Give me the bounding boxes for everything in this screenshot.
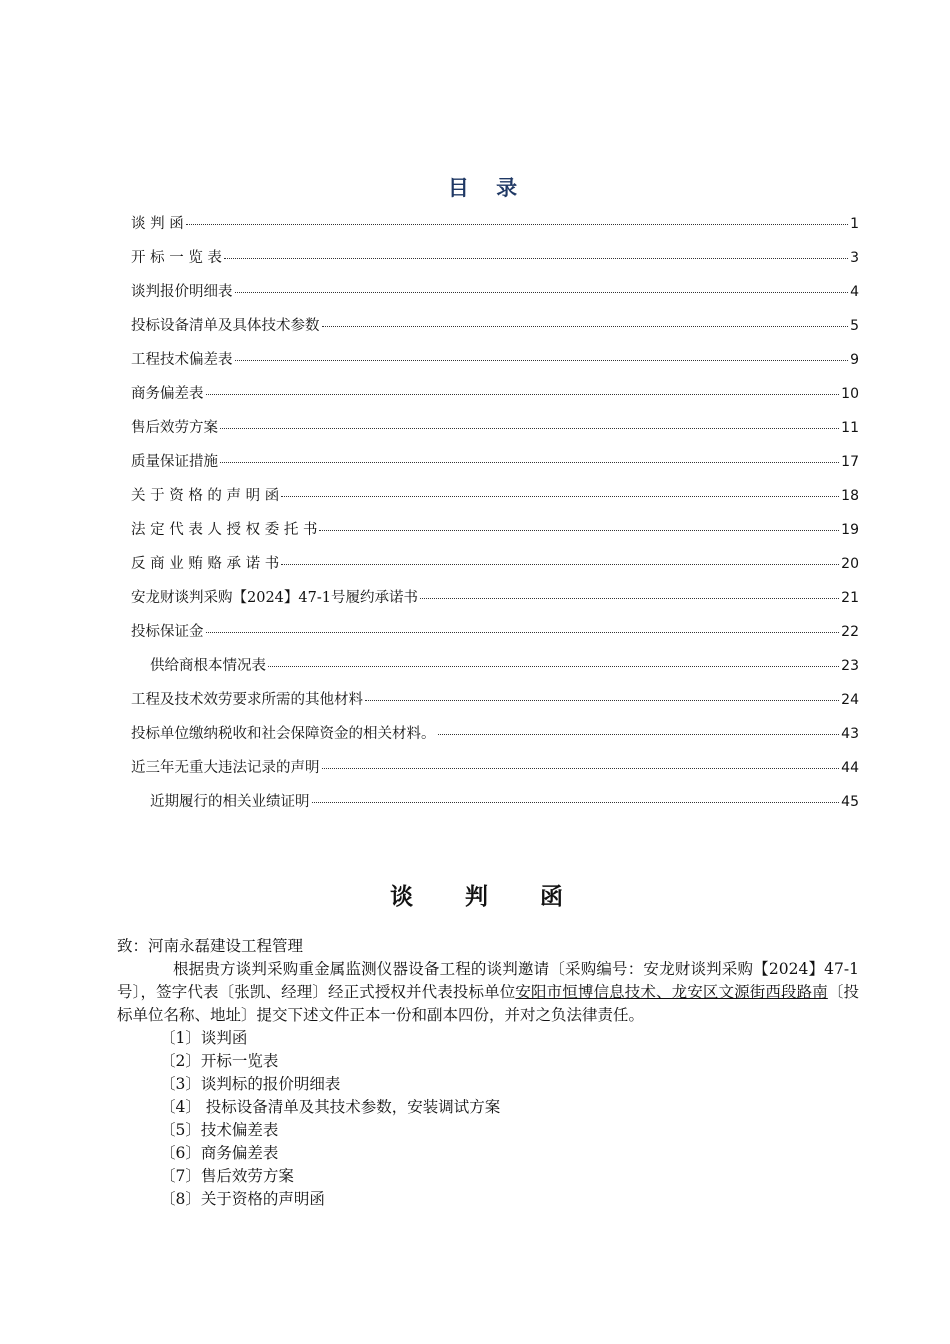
toc-entry-label: 关 于 资 格 的 声 明 函 — [131, 488, 280, 504]
toc-entry-label: 投标设备清单及具体技术参数 — [131, 318, 320, 334]
table-of-contents — [131, 212, 859, 824]
toc-entry-page: 3 — [850, 250, 859, 266]
dot-leader — [312, 802, 840, 803]
dot-leader — [322, 768, 840, 769]
toc-entry-page: 22 — [841, 624, 859, 640]
toc-entry-label: 供给商根本情况表 — [150, 658, 266, 674]
toc-entry-page: 21 — [841, 590, 859, 606]
toc-entry[interactable] — [131, 280, 859, 314]
toc-entry-page: 5 — [850, 318, 859, 334]
toc-entry[interactable] — [131, 450, 859, 484]
toc-entry-label: 谈判报价明细表 — [131, 284, 233, 300]
toc-entry-label: 安龙财谈判采购【2024】47-1号履约承诺书 — [131, 590, 418, 606]
toc-entry[interactable] — [131, 212, 859, 246]
toc-entry-page: 43 — [841, 726, 859, 742]
toc-entry[interactable] — [131, 654, 859, 688]
dot-leader — [206, 394, 840, 395]
letter-body — [117, 935, 859, 1211]
letter-recipient: 致：河南永磊建设工程管理 — [117, 937, 304, 955]
toc-entry-label: 商务偏差表 — [131, 386, 204, 402]
dot-leader — [235, 360, 849, 361]
dot-leader — [186, 224, 848, 225]
toc-entry-label: 谈 判 函 — [131, 216, 184, 232]
list-item: 〔5〕技术偏差表 — [160, 1121, 279, 1139]
list-item: 〔3〕谈判标的报价明细表 — [160, 1075, 341, 1093]
dot-leader — [235, 292, 849, 293]
toc-entry[interactable] — [131, 586, 859, 620]
toc-entry-page: 9 — [850, 352, 859, 368]
bidder-name-address: 安阳市恒博信息技术、龙安区文源街西段路南 — [515, 983, 828, 1001]
toc-entry[interactable] — [131, 382, 859, 416]
toc-entry[interactable] — [131, 552, 859, 586]
list-item: 〔4〕 投标设备清单及其技术参数，安装调试方案 — [160, 1098, 501, 1116]
toc-entry-page: 24 — [841, 692, 859, 708]
toc-entry-label: 工程技术偏差表 — [131, 352, 233, 368]
toc-entry-page: 10 — [841, 386, 859, 402]
toc-entry-page: 1 — [850, 216, 859, 232]
toc-entry[interactable] — [131, 348, 859, 382]
dot-leader — [319, 530, 839, 531]
dot-leader — [281, 496, 839, 497]
toc-entry-page: 18 — [841, 488, 859, 504]
dot-leader — [220, 428, 839, 429]
dot-leader — [322, 326, 849, 327]
toc-entry[interactable] — [131, 790, 859, 824]
dot-leader — [365, 700, 839, 701]
toc-entry-page: 19 — [841, 522, 859, 538]
toc-entry-page: 45 — [841, 794, 859, 810]
toc-entry[interactable] — [131, 688, 859, 722]
toc-entry-label: 投标单位缴纳税收和社会保障资金的相关材料。 — [131, 726, 436, 742]
list-item: 〔7〕售后效劳方案 — [160, 1167, 294, 1185]
toc-entry-label: 近期履行的相关业绩证明 — [150, 794, 310, 810]
letter-paragraph — [117, 958, 859, 1027]
toc-entry[interactable] — [131, 484, 859, 518]
toc-entry-label: 法 定 代 表 人 授 权 委 托 书 — [131, 522, 318, 538]
dot-leader — [438, 734, 840, 735]
paragraph-text: 根据贵方谈判采购重金属监测仪器设备工程的谈判邀请〔采购编号：安龙财谈判采购【2024】47-1号〕，签字代表〔张凯、经理〕经正式授权并代表投标单位 — [117, 960, 859, 1001]
dot-leader — [224, 258, 848, 259]
toc-entry-page: 11 — [841, 420, 859, 436]
section-title: 谈 判 函 — [389, 883, 585, 910]
dot-leader — [281, 564, 839, 565]
paragraph-text: 〔投标单位名称、地址〕提交下述文件正本一份和副本四份，并对之负法律责任。 — [117, 983, 859, 1024]
toc-entry[interactable] — [131, 416, 859, 450]
list-item: 〔6〕商务偏差表 — [160, 1144, 279, 1162]
toc-entry-page: 23 — [841, 658, 859, 674]
toc-entry-page: 44 — [841, 760, 859, 776]
toc-entry-label: 质量保证措施 — [131, 454, 218, 470]
toc-entry-page: 4 — [850, 284, 859, 300]
toc-entry[interactable] — [131, 314, 859, 348]
toc-entry-label: 投标保证金 — [131, 624, 204, 640]
toc-title: 目 录 — [447, 175, 528, 200]
dot-leader — [220, 462, 839, 463]
list-item: 〔1〕谈判函 — [160, 1029, 248, 1047]
toc-entry[interactable] — [131, 246, 859, 280]
toc-entry[interactable] — [131, 722, 859, 756]
toc-entry[interactable] — [131, 518, 859, 552]
toc-entry-label: 售后效劳方案 — [131, 420, 218, 436]
toc-entry[interactable] — [131, 756, 859, 790]
toc-entry-page: 17 — [841, 454, 859, 470]
toc-entry-label: 工程及技术效劳要求所需的其他材料 — [131, 692, 363, 708]
list-item: 〔8〕关于资格的声明函 — [160, 1190, 325, 1208]
toc-entry-label: 反 商 业 贿 赂 承 诺 书 — [131, 556, 280, 572]
dot-leader — [206, 632, 840, 633]
toc-entry-label: 近三年无重大违法记录的声明 — [131, 760, 320, 776]
dot-leader — [420, 598, 839, 599]
toc-entry-label: 开 标 一 览 表 — [131, 250, 222, 266]
list-item: 〔2〕开标一览表 — [160, 1052, 279, 1070]
toc-entry[interactable] — [131, 620, 859, 654]
toc-entry-page: 20 — [841, 556, 859, 572]
dot-leader — [268, 666, 839, 667]
